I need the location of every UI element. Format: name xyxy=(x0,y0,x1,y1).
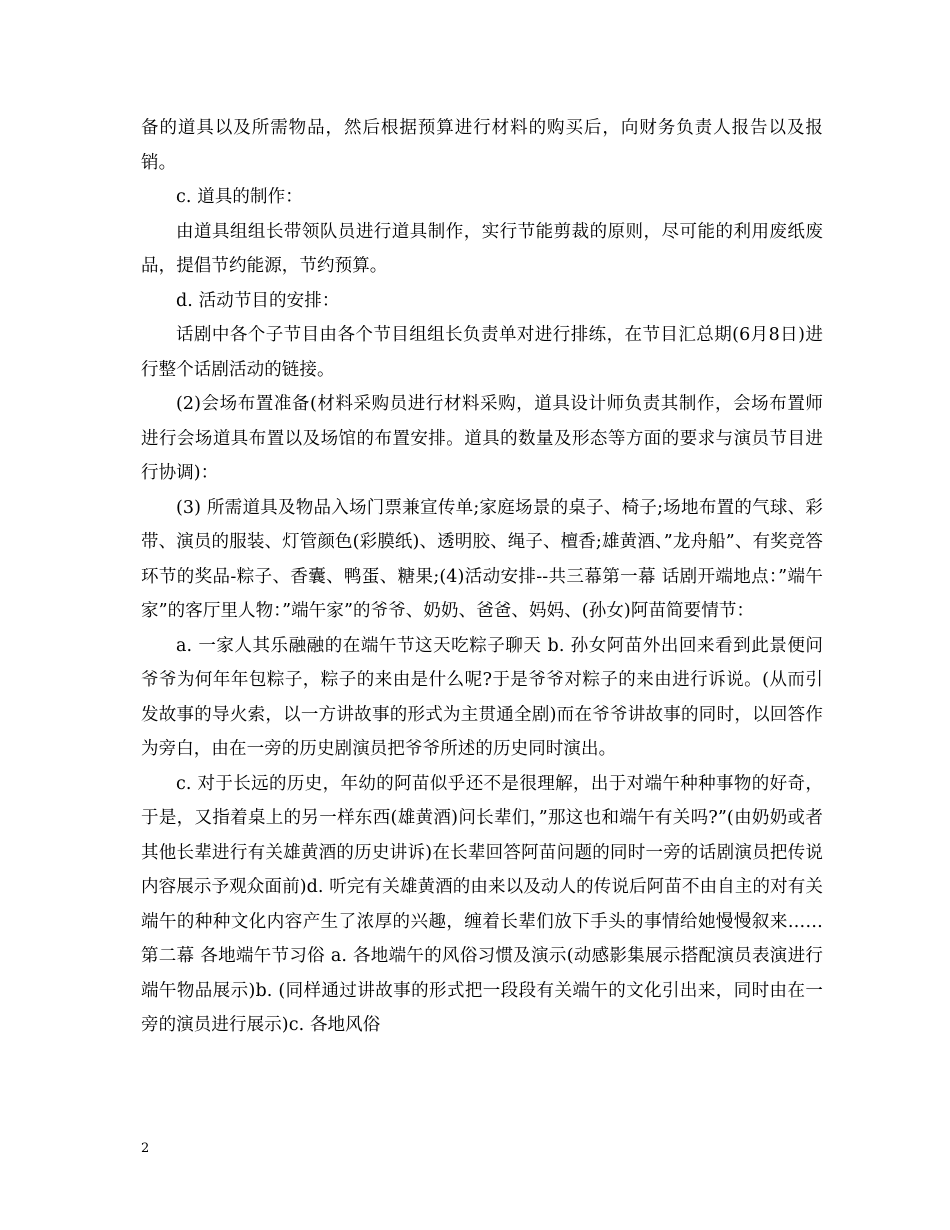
document-body xyxy=(141,111,823,1043)
page-number: 2 xyxy=(141,1141,150,1156)
paragraph-props-list: (3) 所需道具及物品入场门票兼宣传单;家庭场景的桌子、椅子;场地布置的气球、彩带、演员的服装、灯管颜色(彩膜纸)、透明胶、绳子、檀香;雄黄酒、”龙舟船”、有奖竞答环节的奖品-粽子、香囊、鸭蛋、糖果;(4)活动安排--共三幕第一幕 话剧开端地点：”端午家”的客厅里人物：”端午家”的爷爷、奶奶、爸爸、妈妈、(孙女)阿苗简要情节： xyxy=(141,497,823,621)
paragraph-act-one-c: c. 对于长远的历史，年幼的阿苗似乎还不是很理解，出于对端午种种事物的好奇，于是，又指着桌上的另一样东西(雄黄酒)问长辈们，”那这也和端午有关吗?”(由奶奶或者其他长辈进行有关雄黄酒的历史讲诉)在长辈回答阿苗问题的同时一旁的话剧演员把传说内容展示予观众面前)d. 听完有关雄黄酒的由来以及动人的传说后阿苗不由自主的对有关端午的种种文化内容产生了浓厚的兴趣，缠着长辈们放下手头的事情给她慢慢叙来……第二幕 各地端午节习俗 a. 各地端午的风俗习惯及演示(动感影集展示搭配演员表演进行端午物品展示)b. (同样通过讲故事的形式把一段段有关端午的文化引出来，同时由在一旁的演员进行展示)c. 各地风俗 xyxy=(141,773,823,1035)
paragraph-continuation: 备的道具以及所需物品，然后根据预算进行材料的购买后，向财务负责人报告以及报销。 xyxy=(141,118,823,173)
paragraph-program-arrangement: 话剧中各个子节目由各个节目组组长负责单对进行排练，在节目汇总期(6月8日)进行整个话剧活动的链接。 xyxy=(141,325,823,380)
paragraph-heading-d: d. 活动节目的安排： xyxy=(176,290,340,311)
paragraph-heading-c: c. 道具的制作： xyxy=(176,187,303,207)
paragraph-act-one-a: a. 一家人其乐融融的在端午节这天吃粽子聊天 b. 孙女阿苗外出回来看到此景便问爷爷为何年年包粽子，粽子的来由是什么呢?于是爷爷对粽子的来由进行诉说。(从而引发故事的导火索，以一方讲故事的形式为主贯通全剧)而在爷爷讲故事的同时，以回答作为旁白，由在一旁的历史剧演员把爷爷所述的历史同时演出。 xyxy=(141,635,823,759)
paragraph-venue-setup: (2)会场布置准备(材料采购员进行材料采购，道具设计师负责其制作，会场布置师进行会场道具布置以及场馆的布置安排。道具的数量及形态等方面的要求与演员节目进行协调)： xyxy=(141,394,823,483)
paragraph-prop-making: 由道具组组长带领队员进行道具制作，实行节能剪裁的原则，尽可能的利用废纸废品，提倡节约能源，节约预算。 xyxy=(141,221,823,276)
